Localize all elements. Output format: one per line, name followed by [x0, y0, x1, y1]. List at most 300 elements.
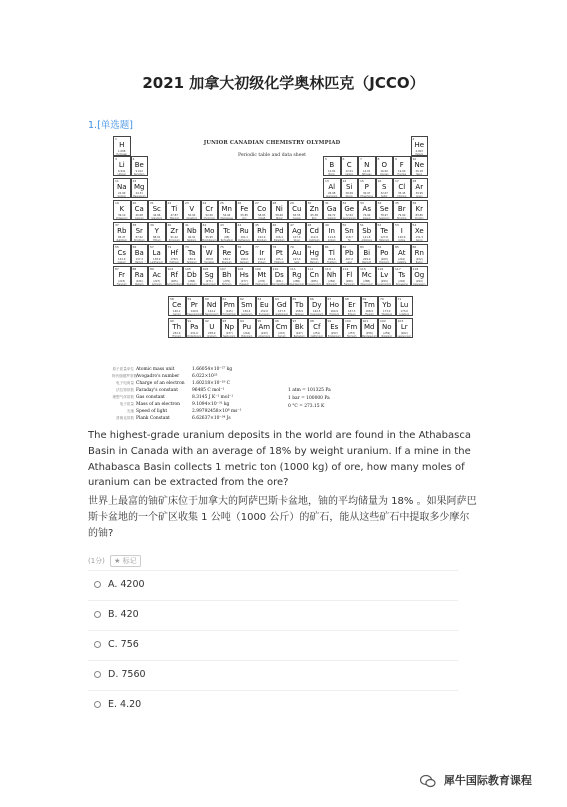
element-symbol: Po	[380, 249, 389, 257]
atomic-mass: (98)	[224, 236, 230, 239]
element-cell-pd	[271, 222, 289, 242]
element-symbol: Dy	[311, 301, 322, 309]
element-name: Sulfur	[381, 195, 388, 198]
atomic-mass: (252)	[330, 332, 338, 335]
atomic-number: 113	[325, 267, 331, 271]
element-cell-cm	[273, 318, 291, 338]
element-symbol: Mt	[257, 271, 267, 279]
atomic-mass: 9.012	[135, 170, 143, 173]
element-cell-k	[113, 200, 131, 220]
atomic-number: 118	[412, 267, 419, 271]
option-d[interactable]	[88, 660, 458, 689]
element-symbol: Og	[414, 271, 425, 279]
element-cell-hg	[306, 244, 324, 264]
atomic-mass: 137.3	[135, 258, 143, 261]
atomic-mass: (271)	[205, 280, 213, 283]
element-name: Helium	[415, 153, 424, 156]
element-cell-ca	[131, 200, 149, 220]
element-cell-np	[221, 318, 239, 338]
element-cell-p	[358, 178, 376, 198]
element-name: Neptunium	[223, 335, 236, 338]
element-name: Indium	[327, 239, 336, 242]
atomic-number: 20	[132, 201, 137, 205]
element-cell-po	[376, 244, 394, 264]
element-name: Americium	[258, 335, 271, 338]
element-symbol: P	[364, 183, 369, 191]
element-name: Holmium	[329, 313, 340, 316]
atomic-number: 40	[167, 223, 172, 227]
atomic-mass: (257)	[348, 332, 356, 335]
element-symbol: Ti	[171, 205, 178, 213]
atomic-number: 43	[220, 223, 224, 227]
atomic-mass: 58.69	[275, 214, 283, 217]
element-name: Iron	[242, 217, 247, 220]
element-symbol: Ca	[134, 205, 144, 213]
atomic-mass: (222)	[415, 258, 423, 261]
element-cell-pr	[186, 296, 204, 316]
atomic-mass: 209.0	[363, 258, 371, 261]
element-symbol: Tb	[294, 301, 304, 309]
element-cell-sc	[148, 200, 166, 220]
atomic-number: 112	[307, 267, 314, 271]
element-name: Meitnerium	[255, 283, 268, 286]
atomic-mass: 69.72	[328, 214, 336, 217]
element-cell-te	[376, 222, 394, 242]
question-text-chinese: 世界上最富的铀矿床位于加拿大的阿萨巴斯卡盆地，铀的平均储量为 18% 。如果阿萨巴斯卡盆地的一个矿区收集 1 公吨（1000 公斤）的矿石，能从这些矿石中提取多少摩尔的铀?	[88, 496, 477, 539]
atomic-number: 27	[255, 201, 259, 205]
atomic-mass: (251)	[313, 332, 321, 335]
atomic-mass: 173.0	[383, 310, 391, 313]
element-symbol: La	[152, 249, 161, 257]
atomic-mass: (223)	[118, 280, 126, 283]
atomic-mass: 178.5	[170, 258, 178, 261]
element-name: Iodine	[398, 239, 406, 242]
option-a[interactable]	[88, 570, 458, 599]
element-name: Astatine	[397, 261, 407, 264]
element-cell-lu	[396, 296, 414, 316]
atomic-number: 25	[220, 201, 224, 205]
constant-name-en: Plank Constant	[136, 416, 170, 421]
atomic-mass: (294)	[398, 280, 406, 283]
element-symbol: Pb	[344, 249, 354, 257]
atomic-number: 61	[222, 297, 227, 301]
atomic-mass: (210)	[398, 258, 406, 261]
element-name: Nobelium	[381, 335, 392, 338]
element-name: Osmium	[239, 261, 249, 264]
atomic-number: 97	[292, 319, 297, 323]
element-cell-ts	[393, 266, 411, 286]
element-name: Rutherfordium	[166, 283, 183, 286]
atomic-number: 89	[150, 267, 154, 271]
element-cell-ni	[271, 200, 289, 220]
element-cell-fl	[341, 266, 359, 286]
element-cell-cn	[306, 266, 324, 286]
element-symbol: Al	[328, 183, 336, 191]
atomic-number: 37	[115, 223, 119, 227]
element-cell-zn	[306, 200, 324, 220]
element-cell-er	[343, 296, 361, 316]
element-name: Palladium	[273, 239, 285, 242]
atomic-number: 29	[290, 201, 294, 205]
constant-row	[112, 381, 241, 388]
element-name: Berkelium	[293, 335, 305, 338]
atomic-mass: 102.9	[258, 236, 266, 239]
atomic-number: 72	[167, 245, 172, 249]
element-name: Hafnium	[169, 261, 179, 264]
atomic-mass: 232.0	[173, 332, 181, 335]
element-name: Thulium	[364, 313, 374, 316]
element-cell-br	[393, 200, 411, 220]
element-name: Aluminum	[326, 195, 338, 198]
element-cell-re	[218, 244, 236, 264]
element-name: Moscovium	[360, 283, 373, 286]
element-name: Hydrogen	[116, 153, 128, 156]
atomic-number: 36	[412, 201, 417, 205]
atomic-number: 107	[220, 267, 226, 271]
element-symbol: Sg	[204, 271, 214, 279]
atomic-mass: (258)	[365, 332, 373, 335]
element-cell-ce	[168, 296, 186, 316]
element-name: Rhenium	[221, 261, 232, 264]
radio-icon[interactable]	[94, 701, 101, 708]
element-cell-md	[361, 318, 379, 338]
element-symbol: Pt	[275, 249, 283, 257]
element-name: Oganesson	[413, 283, 426, 286]
radio-icon[interactable]	[94, 641, 101, 648]
radio-icon[interactable]	[94, 581, 101, 588]
atomic-mass: 112.4	[310, 236, 318, 239]
constant-name-cn: 普朗克常数	[116, 416, 134, 420]
atomic-number: 51	[360, 223, 364, 227]
element-name: Cesium	[117, 261, 126, 264]
element-name: Plutonium	[241, 335, 253, 338]
element-name: Lead	[346, 261, 352, 264]
element-cell-hf	[166, 244, 184, 264]
element-symbol: Bk	[294, 323, 304, 331]
question-text-english: The highest-grade uranium deposits in the world are found in the Athabasca Basin in Canada with an average of 18% by weight uranium. If a mine in the Athabasca Basin collects 1 metric ton (1000 kg) of ore, how many moles of uranium can be extracted from the ore?	[88, 430, 471, 489]
element-name: Chromium	[203, 217, 215, 220]
element-cell-bh	[218, 266, 236, 286]
element-name: Phosphorus	[360, 195, 374, 198]
element-symbol: S	[382, 183, 387, 191]
element-cell-eu	[256, 296, 274, 316]
atomic-mass: 19.00	[398, 170, 406, 173]
element-symbol: Sm	[241, 301, 253, 309]
element-symbol: Am	[258, 323, 271, 331]
element-cell-f	[393, 156, 411, 176]
atomic-mass: 16.00	[380, 170, 388, 173]
atomic-mass: (293)	[380, 280, 388, 283]
constant-value: 1.60218×10⁻¹⁹ C	[192, 381, 231, 386]
option-c[interactable]	[88, 630, 458, 659]
constant-name-en: Mass of an electron	[136, 402, 180, 407]
element-name: Radon	[415, 261, 423, 264]
element-cell-cu	[288, 200, 306, 220]
element-name: Neon	[416, 173, 423, 176]
element-symbol: Mn	[221, 205, 232, 213]
atomic-number: 35	[395, 201, 399, 205]
constant-row	[112, 402, 241, 409]
element-symbol: Os	[239, 249, 249, 257]
atomic-number: 34	[377, 201, 382, 205]
element-symbol: Cl	[398, 183, 406, 191]
element-cell-rf	[166, 266, 184, 286]
atomic-number: 115	[360, 267, 366, 271]
element-name: Dysprosium	[310, 313, 324, 316]
atomic-mass: 157.3	[278, 310, 286, 313]
atomic-mass: 26.98	[328, 192, 336, 195]
atomic-mass: 10.81	[328, 170, 336, 173]
element-cell-cl	[393, 178, 411, 198]
atomic-mass: 79.90	[398, 214, 406, 217]
atomic-number: 52	[377, 223, 382, 227]
element-name: Protactinium	[187, 335, 202, 338]
element-cell-ds	[271, 266, 289, 286]
atomic-mass: (285)	[310, 280, 318, 283]
element-name: Bohrium	[222, 283, 232, 286]
element-symbol: Ne	[414, 161, 425, 169]
element-symbol: Bi	[363, 249, 371, 257]
atomic-mass: (244)	[243, 332, 251, 335]
element-cell-li	[113, 156, 131, 176]
element-cell-ga	[323, 200, 341, 220]
element-cell-mo	[201, 222, 219, 242]
atomic-number: 65	[292, 297, 297, 301]
constant-name-cn: 电子质量	[119, 402, 134, 406]
element-cell-rg	[288, 266, 306, 286]
element-cell-ge	[341, 200, 359, 220]
element-symbol: Hf	[170, 249, 179, 257]
element-cell-mc	[358, 266, 376, 286]
element-symbol: Np	[224, 323, 235, 331]
atomic-mass: 44.96	[153, 214, 161, 217]
atomic-number: 22	[167, 201, 172, 205]
atomic-number: 96	[275, 319, 279, 323]
mark-button[interactable]: ★ 标记	[110, 555, 141, 567]
atomic-mass: 162.5	[313, 310, 321, 313]
element-symbol: Rb	[117, 227, 127, 235]
atomic-number: 81	[325, 245, 329, 249]
element-name: Nitrogen	[362, 173, 372, 176]
atomic-number: 12	[132, 179, 137, 183]
element-name: Livermorium	[377, 283, 392, 286]
element-symbol: Re	[222, 249, 232, 257]
element-symbol: Ni	[275, 205, 283, 213]
atomic-mass: 54.94	[223, 214, 231, 217]
element-name: Thorium	[172, 335, 182, 338]
element-name: Potassium	[116, 217, 128, 220]
constant-value: 96485 C mol⁻¹	[192, 388, 225, 393]
atomic-mass: 87.62	[135, 236, 143, 239]
element-name: Thallium	[327, 261, 337, 264]
element-name: Tellurium	[379, 239, 390, 242]
atomic-number: 108	[237, 267, 244, 271]
element-symbol: Fr	[118, 271, 125, 279]
atomic-number: 3	[115, 157, 117, 161]
atomic-number: 57	[150, 245, 154, 249]
atomic-number: 24	[202, 201, 207, 205]
option-e[interactable]	[88, 690, 458, 719]
element-name: Boron	[328, 173, 335, 176]
element-cell-he	[411, 136, 429, 156]
atomic-mass: 175.0	[400, 310, 408, 313]
atomic-number: 76	[237, 245, 242, 249]
element-name: Ytterbium	[381, 313, 393, 316]
element-name: Rubidium	[116, 239, 127, 242]
atomic-number: 14	[342, 179, 347, 183]
atomic-number: 23	[185, 201, 189, 205]
element-name: Californium	[310, 335, 324, 338]
radio-icon[interactable]	[94, 611, 101, 618]
element-name: Zirconium	[168, 239, 180, 242]
element-name: Flerovium	[343, 283, 355, 286]
atomic-number: 90	[170, 319, 174, 323]
atomic-number: 84	[377, 245, 382, 249]
element-cell-lr	[396, 318, 414, 338]
element-cell-ne	[411, 156, 429, 176]
element-cell-ir	[253, 244, 271, 264]
question-meta	[88, 555, 141, 567]
element-cell-at	[393, 244, 411, 264]
element-name: Silver	[293, 239, 300, 242]
atomic-number: 71	[397, 297, 402, 301]
atomic-number: 33	[360, 201, 364, 205]
element-cell-kr	[411, 200, 429, 220]
atomic-mass: 168.9	[365, 310, 373, 313]
element-name: Polonium	[379, 261, 390, 264]
element-cell-n	[358, 156, 376, 176]
element-symbol: Ir	[259, 249, 265, 257]
element-symbol: Rh	[257, 227, 267, 235]
element-name: Gold	[294, 261, 300, 264]
constant-name-cn: 原子质量单位	[112, 367, 134, 371]
atomic-mass: 183.8	[205, 258, 213, 261]
element-symbol: Ar	[415, 183, 424, 191]
atomic-mass: (227)	[153, 280, 161, 283]
element-symbol: Ac	[152, 271, 161, 279]
element-name: Germanium	[342, 217, 356, 220]
atomic-number: 41	[185, 223, 189, 227]
atomic-number: 46	[272, 223, 277, 227]
element-symbol: Cr	[205, 205, 214, 213]
atomic-mass: 12.01	[345, 170, 353, 173]
element-name: Samarium	[241, 313, 253, 316]
atomic-mass: 195.1	[275, 258, 283, 261]
element-cell-ta	[183, 244, 201, 264]
element-name: Sodium	[117, 195, 126, 198]
radio-icon[interactable]	[94, 671, 101, 678]
element-name: Tantalum	[186, 261, 197, 264]
element-cell-mn	[218, 200, 236, 220]
constant-name-en: Faraday's constant	[136, 388, 179, 393]
atomic-mass: 132.9	[118, 258, 126, 261]
element-cell-ba	[131, 244, 149, 264]
atomic-mass: (268)	[188, 280, 196, 283]
element-cell-i	[393, 222, 411, 242]
element-name: Nihonium	[326, 283, 337, 286]
element-cell-o	[376, 156, 394, 176]
atomic-number: 53	[395, 223, 399, 227]
atomic-mass: (284)	[328, 280, 336, 283]
element-name: Tennessine	[395, 283, 408, 286]
element-name: Cobalt	[258, 217, 266, 220]
element-symbol: Ts	[398, 271, 406, 279]
element-cell-dy	[308, 296, 326, 316]
atomic-number: 109	[255, 267, 261, 271]
atomic-number: 68	[345, 297, 349, 301]
element-name: Technetium	[220, 239, 234, 242]
atomic-number: 98	[310, 319, 314, 323]
element-name: Einsteinium	[327, 335, 341, 338]
element-cell-gd	[273, 296, 291, 316]
element-symbol: Pd	[274, 227, 284, 235]
atomic-number: 92	[205, 319, 209, 323]
constant-value: 6.022×10²³	[192, 374, 218, 379]
element-cell-cf	[308, 318, 326, 338]
element-symbol: Gd	[276, 301, 287, 309]
element-symbol: In	[328, 227, 335, 235]
atomic-number: 28	[272, 201, 277, 205]
atomic-mass: 14.01	[363, 170, 371, 173]
atomic-number: 116	[377, 267, 384, 271]
element-symbol: Cn	[309, 271, 319, 279]
option-label: A. 4200	[108, 579, 145, 590]
atomic-number: 44	[237, 223, 242, 227]
atomic-number: 9	[395, 157, 397, 161]
element-name: Mendelevium	[361, 335, 377, 338]
element-symbol: F	[399, 161, 404, 169]
atomic-number: 74	[202, 245, 207, 249]
element-cell-rb	[113, 222, 131, 242]
atomic-number: 82	[342, 245, 347, 249]
element-name: Strontium	[133, 239, 145, 242]
element-cell-be	[131, 156, 149, 176]
atomic-mass: 28.09	[345, 192, 353, 195]
element-name: Hassium	[239, 283, 249, 286]
footer-logo-text: 犀牛国际教育课程	[443, 774, 532, 787]
option-b[interactable]	[88, 600, 458, 629]
element-symbol: Cu	[292, 205, 302, 213]
atomic-mass: 30.97	[363, 192, 371, 195]
atomic-mass: (288)	[363, 280, 371, 283]
element-symbol: Cf	[313, 323, 321, 331]
atomic-number: 77	[255, 245, 259, 249]
constant-name-cn: 法拉第常数	[116, 388, 134, 392]
element-name: Darmstadtium	[271, 283, 288, 286]
element-symbol: Fl	[346, 271, 353, 279]
element-symbol: He	[414, 141, 425, 149]
element-name: Tin	[347, 239, 351, 242]
element-name: Ruthenium	[238, 239, 251, 242]
element-name: Mercury	[309, 261, 319, 264]
atomic-mass: 140.1	[173, 310, 181, 313]
element-cell-in	[323, 222, 341, 242]
atomic-number: 63	[257, 297, 262, 301]
element-cell-ru	[236, 222, 254, 242]
atomic-mass: (209)	[380, 258, 388, 261]
constant-value: 6.62637×10⁻³⁴ Js	[192, 416, 231, 421]
atomic-number: 49	[325, 223, 329, 227]
atomic-number: 79	[290, 245, 294, 249]
atomic-number: 58	[170, 297, 174, 301]
element-cell-tc	[218, 222, 236, 242]
atomic-mass: 106.4	[275, 236, 283, 239]
element-name: Curium	[277, 335, 286, 338]
atomic-number: 21	[150, 201, 154, 205]
element-symbol: Tc	[223, 227, 231, 235]
atomic-mass: (226)	[135, 280, 143, 283]
atomic-mass: (145)	[225, 310, 233, 313]
